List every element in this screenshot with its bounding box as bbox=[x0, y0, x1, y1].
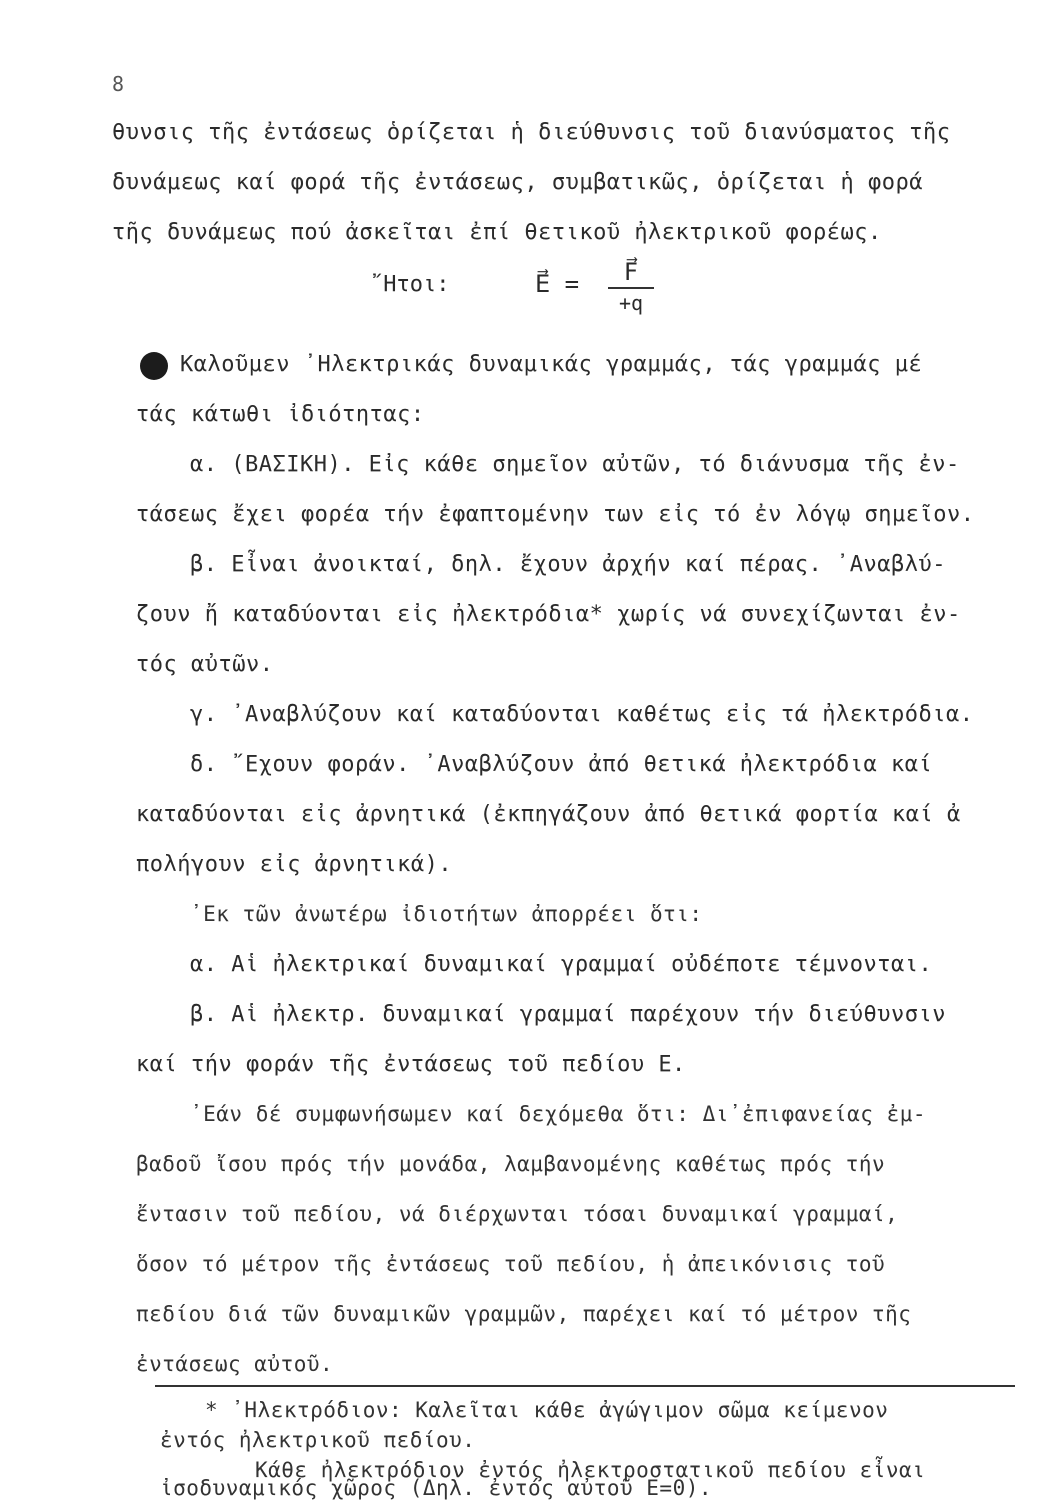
footnote-line: ἐντός ἠλεκτρικοῦ πεδίου. bbox=[160, 1428, 476, 1452]
property-line: β. Εἶναι ἀνοικταί, δηλ. ἔχουν ἀρχήν καί πέρας. ᾽Αναβλύ- bbox=[190, 552, 946, 577]
definition-line: Καλοῦμεν ᾽Ηλεκτρικάς δυναμικάς γραμμάς, τάς γραμμάς μέ bbox=[180, 352, 923, 377]
property-line: α. (ΒΑΣΙΚΗ). Εἰς κάθε σημεῖον αὐτῶν, τό διάνυσμα τῆς ἐν- bbox=[190, 452, 960, 477]
paragraph-line: τῆς δυνάμεως πού ἀσκεῖται ἐπί θετικοῦ ἠλεκτρικοῦ φορέως. bbox=[112, 220, 882, 245]
property-line: καταδύονται εἰς ἀρνητικά (ἐκπηγάζουν ἀπό θετικά φορτία καί ἀ bbox=[136, 802, 961, 827]
final-paragraph-line: ὅσον τό μέτρον τῆς ἐντάσεως τοῦ πεδίου, ἡ ἀπεικόνισις τοῦ bbox=[136, 1252, 886, 1276]
final-paragraph-line: ᾽Εάν δέ συμφωνήσωμεν καί δεχόμεθα ὅτι: Δι᾽ἐπιφανείας ἐμ- bbox=[190, 1102, 927, 1126]
formula-fraction bbox=[608, 258, 654, 316]
consequence-line: α. Αἱ ἠλεκτρικαί δυναμικαί γραμμαί οὐδέποτε τέμνονται. bbox=[190, 952, 933, 977]
property-line: δ. ῎Εχουν φοράν. ᾽Αναβλύζουν ἀπό θετικά ἠλεκτρόδια καί bbox=[190, 752, 933, 777]
final-paragraph-line: ἔντασιν τοῦ πεδίου, νά διέρχωνται τόσαι δυναμικαί γραμμαί, bbox=[136, 1202, 899, 1226]
paragraph-line: δυνάμεως καί φορά τῆς ἐντάσεως, συμβατικῶς, ὁρίζεται ἡ φορά bbox=[112, 170, 923, 195]
consequence-line: καί τήν φοράν τῆς ἐντάσεως τοῦ πεδίου Ε. bbox=[136, 1052, 686, 1077]
footnote-line: ἰσοδυναμικός χῶρος (Δηλ. ἐντός αὐτοῦ Ε=0). bbox=[160, 1476, 713, 1500]
footnote-line: Κάθε ἠλεκτρόδιον ἐντός ἠλεκτροστατικοῦ πεδίου εἶναι bbox=[255, 1458, 926, 1482]
page-number: 8 bbox=[112, 72, 125, 96]
formula-numerator: F⃗ bbox=[624, 258, 638, 286]
final-paragraph-line: βαδοῦ ἴσου πρός τήν μονάδα, λαμβανομένης καθέτως πρός τήν bbox=[136, 1152, 886, 1176]
definition-line: τάς κάτωθι ἰδιότητας: bbox=[136, 402, 425, 427]
consequence-intro: ᾽Εκ τῶν ἀνωτέρω ἰδιοτήτων ἀπορρέει ὅτι: bbox=[190, 902, 703, 926]
formula-lhs: E⃗ = bbox=[535, 270, 580, 298]
property-line: πολήγουν εἰς ἀρνητικά). bbox=[136, 852, 453, 877]
formula-denominator: +q bbox=[618, 290, 644, 315]
bullet-dot-icon bbox=[140, 352, 168, 380]
property-line: γ. ᾽Αναβλύζουν καί καταδύονται καθέτως εἰς τά ἠλεκτρόδια. bbox=[190, 702, 974, 727]
property-line: τός αὐτῶν. bbox=[136, 652, 274, 677]
fraction-bar bbox=[608, 287, 654, 289]
property-line: τάσεως ἔχει φορέα τήν ἐφαπτομένην των εἰς τό ἐν λόγῳ σημεῖον. bbox=[136, 502, 975, 527]
consequence-line: β. Αἱ ἠλεκτρ. δυναμικαί γραμμαί παρέχουν τήν διεύθυνσιν bbox=[190, 1002, 946, 1027]
footnote-line: * ᾽Ηλεκτρόδιον: Καλεῖται κάθε ἀγώγιμον σῶμα κείμενον bbox=[205, 1398, 889, 1422]
property-line: ζουν ἤ καταδύονται εἰς ἠλεκτρόδια* χωρίς νά συνεχίζωνται ἐν- bbox=[136, 602, 961, 627]
footnote-divider bbox=[155, 1385, 1015, 1387]
final-paragraph-line: ἐντάσεως αὐτοῦ. bbox=[136, 1352, 334, 1376]
final-paragraph-line: πεδίου διά τῶν δυναμικῶν γραμμῶν, παρέχει καί τό μέτρον τῆς bbox=[136, 1302, 912, 1326]
formula-label: ῎Ητοι: bbox=[370, 272, 450, 297]
paragraph-line: θυνσις τῆς ἐντάσεως ὁρίζεται ἡ διεύθυνσις τοῦ διανύσματος τῆς bbox=[112, 120, 951, 145]
